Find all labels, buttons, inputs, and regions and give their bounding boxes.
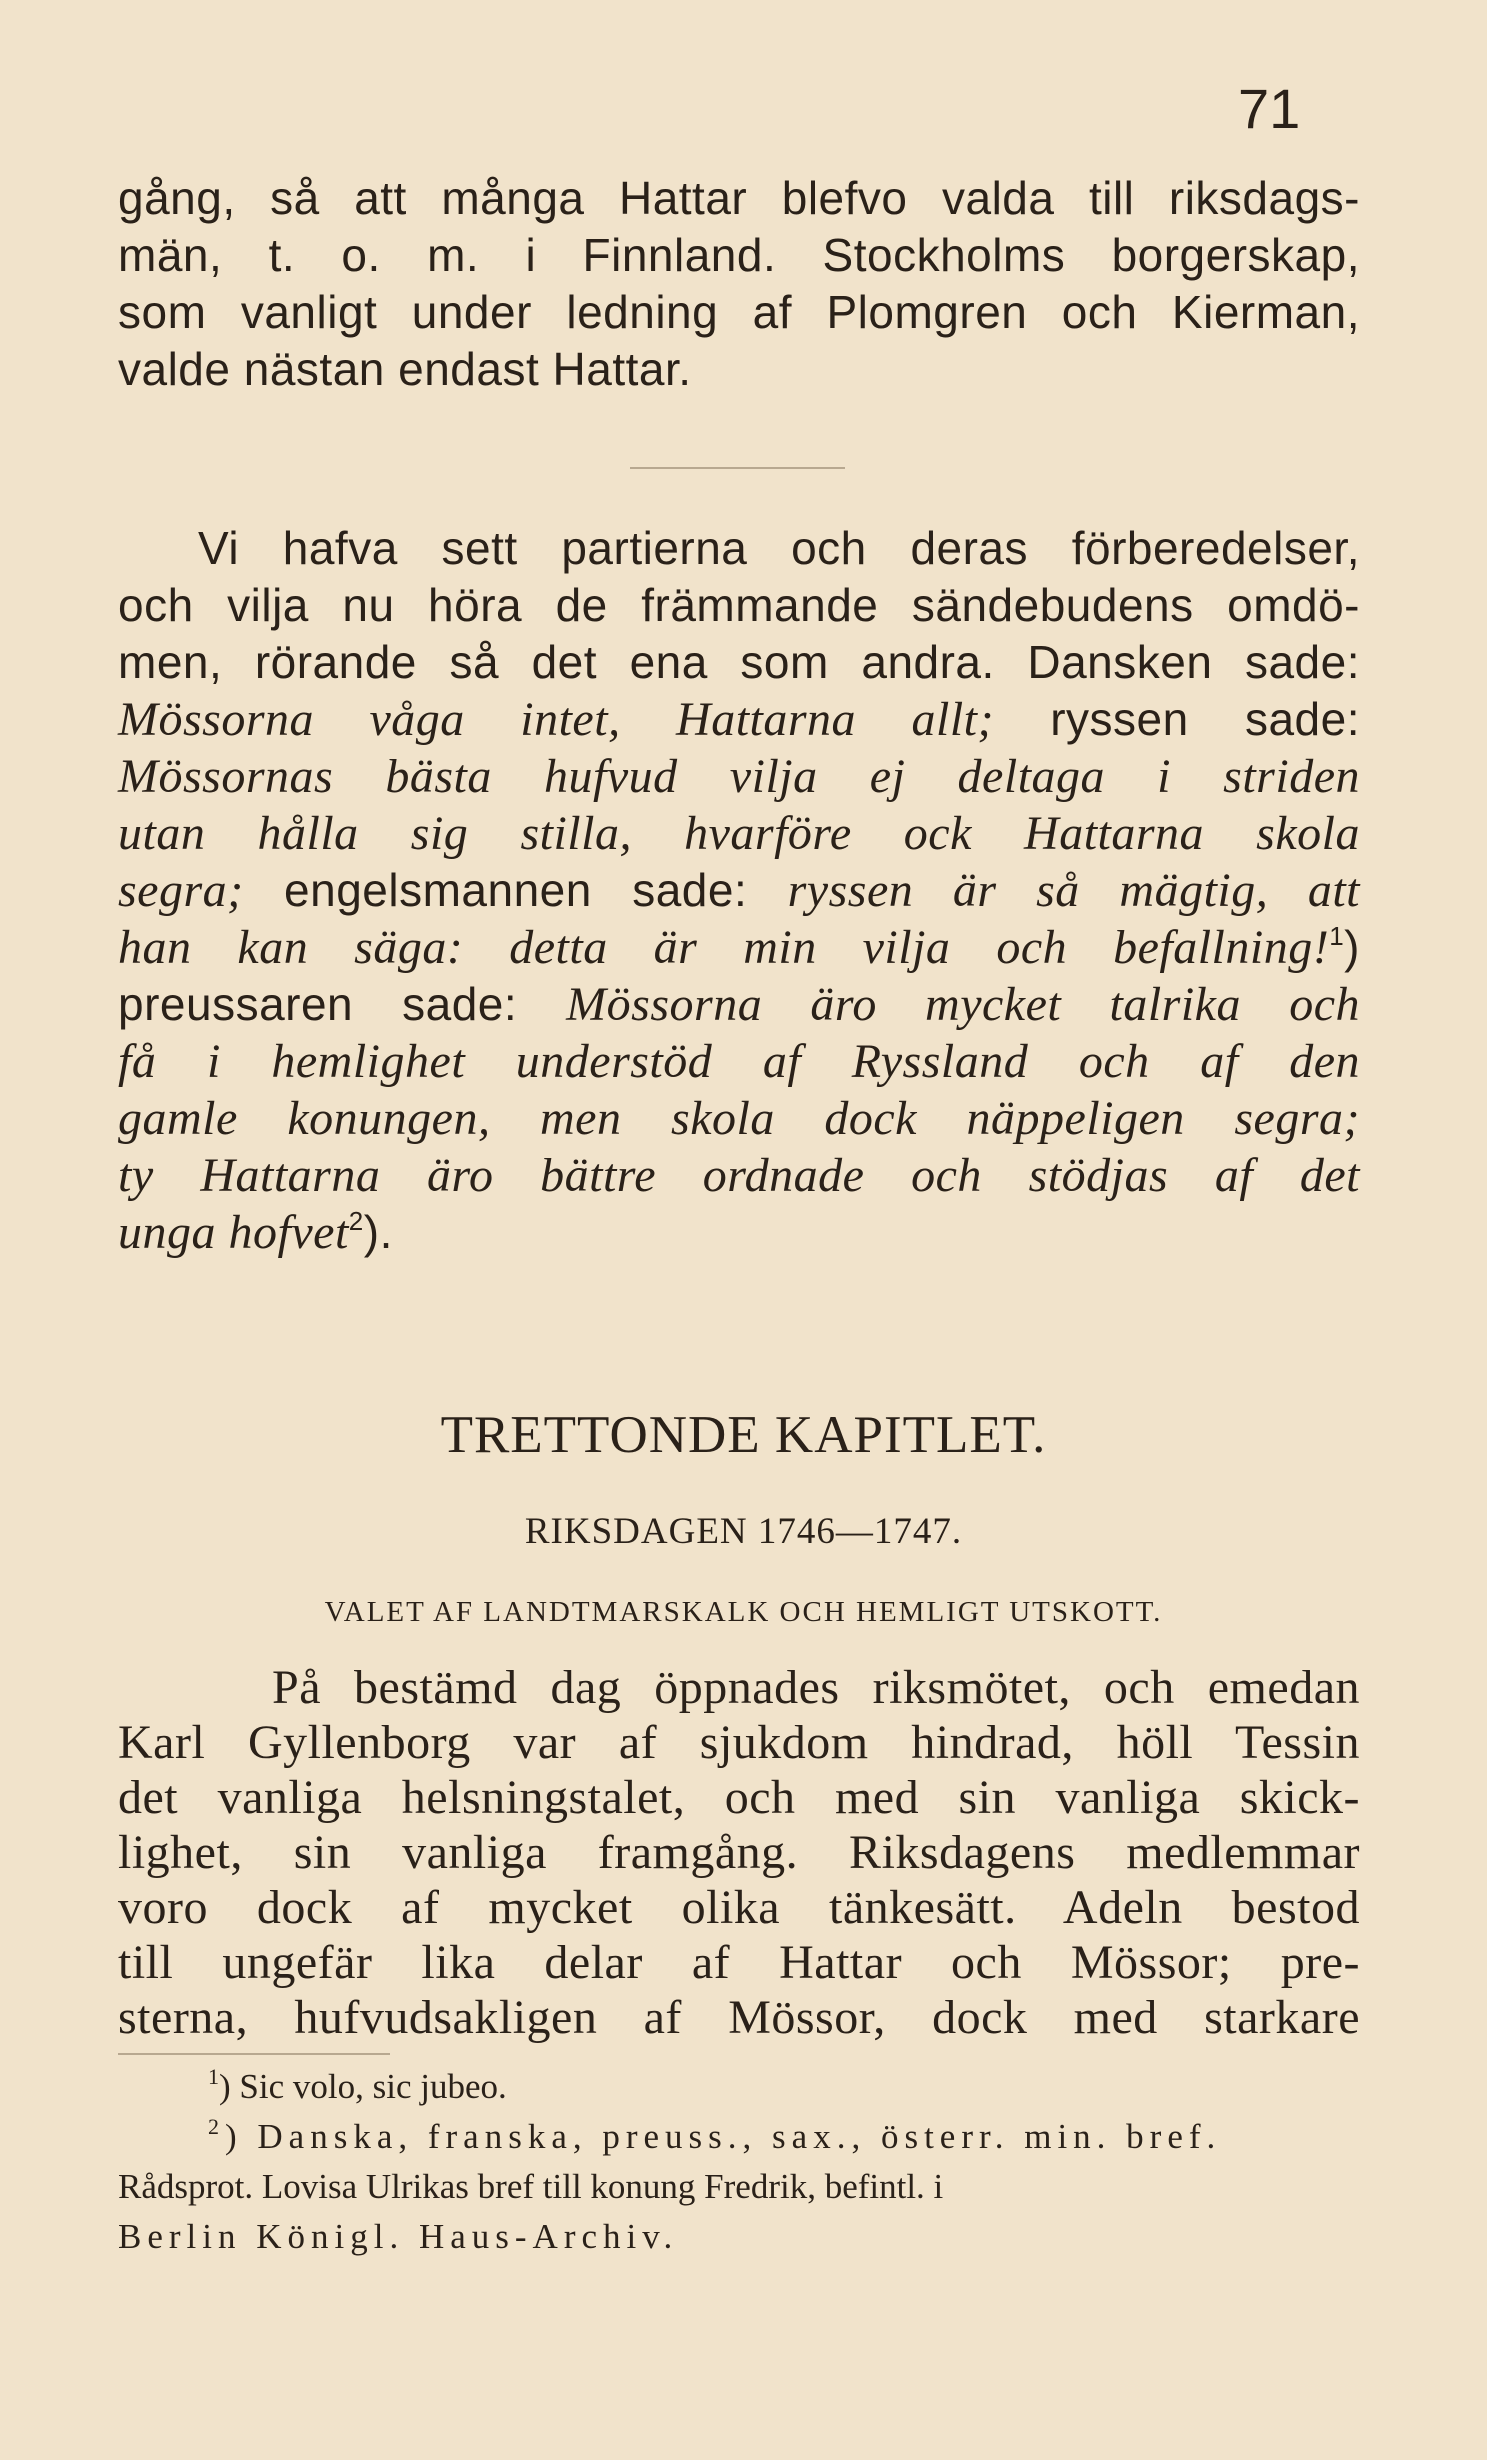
- text-span: ): [1344, 921, 1360, 973]
- paragraph-2: [118, 520, 1360, 1261]
- text-line: [118, 748, 1360, 805]
- italic-quote: gamle konungen, men skola dock näppeligen segra;: [118, 1092, 1360, 1145]
- footnote-marker: 2: [208, 2114, 225, 2139]
- italic-quote: segra;: [118, 864, 244, 917]
- text-line: [118, 1033, 1360, 1090]
- footnote-1: [118, 2062, 1360, 2112]
- text-span: ryssen sade:: [994, 693, 1360, 745]
- text-line: sterna, hufvudsakligen af Mössor, dock med starkare: [118, 1991, 1360, 2044]
- text-line: som vanligt under ledning af Plomgren och Kierman,: [118, 286, 1360, 338]
- text-line: men, rörande så det ena som andra. Dansken sade:: [118, 636, 1360, 688]
- footnotes: [118, 2062, 1360, 2262]
- text-line: lighet, sin vanliga framgång. Riksdagens medlemmar: [118, 1826, 1360, 1879]
- text-span: ).: [363, 1206, 393, 1258]
- text-line: till ungefär lika delar af Hattar och Mössor; pre-: [118, 1936, 1360, 1989]
- paragraph-3: [118, 1660, 1360, 2045]
- text-line: [118, 1204, 1360, 1261]
- footnote-text: ) Sic volo, sic jubeo.: [219, 2067, 507, 2106]
- text-span: Vi hafva sett partierna och deras förberedelser,: [198, 522, 1360, 574]
- italic-quote: unga hofvet: [118, 1206, 349, 1259]
- text-line: [118, 919, 1360, 976]
- italic-quote: få i hemlighet understöd af Ryssland och af den: [118, 1035, 1360, 1088]
- text-line: [118, 805, 1360, 862]
- text-line: det vanliga helsningstalet, och med sin vanliga skick-: [118, 1771, 1360, 1824]
- text-line: [118, 1147, 1360, 1204]
- text-line: voro dock af mycket olika tänkesätt. Adeln bestod: [118, 1881, 1360, 1934]
- text-line: män, t. o. m. i Finnland. Stockholms borgerskap,: [118, 229, 1360, 281]
- text-span: På bestämd dag öppnades riksmötet, och emedan: [272, 1661, 1360, 1714]
- italic-quote: Mössorna våga intet, Hattarna allt;: [118, 693, 994, 746]
- text-line: [118, 862, 1360, 919]
- footnote-ref: 1: [1329, 921, 1345, 951]
- section-heading: VALET AF LANDTMARSKALK OCH HEMLIGT UTSKOTT.: [324, 1596, 1163, 1628]
- text-line: Karl Gyllenborg var af sjukdom hindrad, höll Tessin: [118, 1716, 1360, 1769]
- text-line: gång, så att många Hattar blefvo valda till riksdags-: [118, 172, 1360, 224]
- page-number: 71: [1238, 77, 1301, 140]
- text-line: [118, 520, 1360, 577]
- text-line: [118, 1090, 1360, 1147]
- italic-quote: utan hålla sig stilla, hvarföre ock Hattarna skola: [118, 807, 1360, 860]
- text-span: preussaren sade:: [118, 978, 567, 1030]
- footnote-2-line-3: Berlin Königl. Haus-Archiv.: [118, 2217, 679, 2256]
- italic-quote: ty Hattarna äro bättre ordnade och stödjas af det: [118, 1149, 1360, 1202]
- paragraph-1: [118, 170, 1360, 398]
- text-line: och vilja nu höra de främmande sändebudens omdö-: [118, 579, 1360, 631]
- footnote-2: [118, 2112, 1360, 2162]
- italic-quote: Mössornas bästa hufvud vilja ej deltaga i striden: [118, 750, 1360, 803]
- section-divider: [630, 467, 845, 469]
- text-line: [118, 691, 1360, 748]
- text-line: valde nästan endast Hattar.: [118, 343, 692, 395]
- footnote-ref: 2: [348, 1206, 364, 1236]
- italic-quote: han kan säga: detta är min vilja och befallning!: [118, 921, 1330, 974]
- footnote-2-line-2: Rådsprot. Lovisa Ulrikas bref till konung Fredrik, befintl. i: [118, 2167, 944, 2206]
- text-line: [118, 1660, 1360, 1715]
- chapter-title: TRETTONDE KAPITLET.: [440, 1406, 1047, 1464]
- footnote-text: ) Danska, franska, preuss., sax., österr. min. bref.: [225, 2117, 1222, 2156]
- text-span: engelsmannen sade:: [243, 864, 788, 916]
- footnote-marker: 1: [208, 2064, 219, 2089]
- italic-quote: ryssen är så mägtig, att: [787, 864, 1361, 917]
- text-line: [118, 976, 1360, 1033]
- italic-quote: Mössorna äro mycket talrika och: [566, 978, 1360, 1031]
- riksdag-heading: RIKSDAGEN 1746—1747.: [524, 1511, 963, 1552]
- footnote-rule: [118, 2053, 390, 2055]
